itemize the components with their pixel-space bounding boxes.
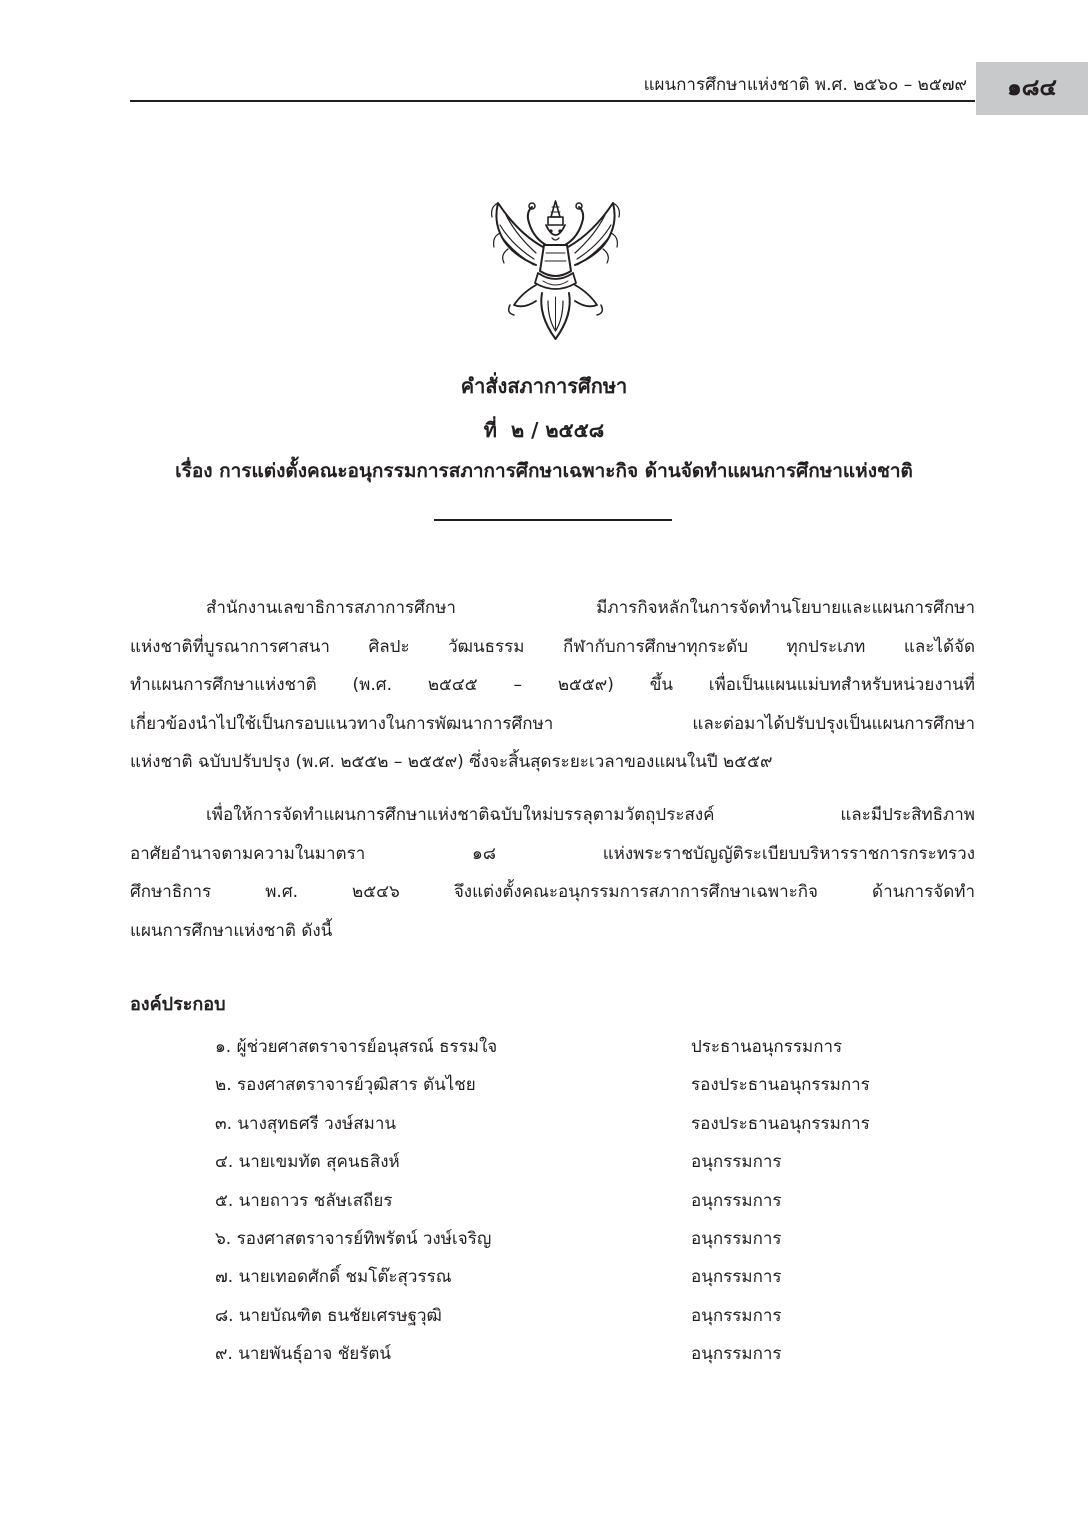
- member-role: รองประธานอนุกรรมการ: [691, 1113, 870, 1134]
- member-row: [215, 1105, 975, 1143]
- member-name: ๕. นายถาวร ชลัษเสถียร: [215, 1190, 393, 1211]
- member-role: รองประธานอนุกรรมการ: [691, 1075, 870, 1096]
- member-row: [215, 1258, 975, 1296]
- member-row: [215, 1143, 975, 1181]
- member-row: [215, 1335, 975, 1373]
- paragraph-line: สำนักงานเลขาธิการสภาการศึกษา มีภารกิจหลักในการจัดทำนโยบายและแผนการศึกษา: [206, 598, 975, 618]
- paragraph-line: แผนการศึกษาแห่งชาติ ดังนี้: [130, 920, 333, 941]
- member-role: อนุกรรมการ: [691, 1152, 782, 1173]
- member-row: [215, 1220, 975, 1258]
- order-title: คำสั่งสภาการศึกษา: [460, 374, 628, 398]
- member-name: ๓. นางสุทธศรี วงษ์สมาน: [215, 1113, 396, 1134]
- member-role: อนุกรรมการ: [691, 1267, 782, 1288]
- member-row: [215, 1297, 975, 1335]
- paragraph-line: เพื่อให้การจัดทำแผนการศึกษาแห่งชาติฉบับใหม่บรรลุตามวัตถุประสงค์ และมีประสิทธิภาพ: [206, 805, 975, 825]
- paragraph-line: ศึกษาธิการ พ.ศ. ๒๕๔๖ จึงแต่งตั้งคณะอนุกรรมการสภาการศึกษาเฉพาะกิจ ด้านการจัดทำ: [130, 882, 975, 902]
- member-name: ๗. นายเทอดศักดิ์ ชมโต๊ะสุวรรณ: [215, 1267, 452, 1288]
- running-header: [130, 0, 975, 102]
- member-role: อนุกรรมการ: [691, 1228, 782, 1249]
- order-number-value: ๒ / ๒๕๕๘: [510, 418, 605, 442]
- page-number-tab: [976, 62, 1088, 115]
- paragraph-line: แห่งชาติที่บูรณาการศาสนา ศิลปะ วัฒนธรรม กีฬากับการศึกษาทุกระดับ ทุกประเภท และได้จัด: [130, 636, 975, 657]
- composition-heading: องค์ประกอบ: [130, 994, 226, 1015]
- page-number: ๑๘๔: [1007, 75, 1057, 101]
- member-role: อนุกรรมการ: [691, 1190, 782, 1211]
- member-name: ๑. ผู้ช่วยศาสตราจารย์อนุสรณ์ ธรรมใจ: [215, 1037, 498, 1057]
- member-role: อนุกรรมการ: [691, 1344, 782, 1365]
- running-title: แผนการศึกษาแห่งชาติ พ.ศ. ๒๕๖๐ – ๒๕๗๙: [643, 75, 967, 95]
- member-row: [215, 1066, 975, 1104]
- member-list: [215, 1028, 975, 1374]
- paragraph-line: อาศัยอำนาจตามความในมาตรา ๑๘ แห่งพระราชบัญญัติระเบียบบริหารราชการกระทรวง: [130, 843, 975, 864]
- member-name: ๙. นายพันธุ์อาจ ชัยรัตน์: [215, 1344, 392, 1365]
- order-number-label: ที่: [483, 418, 497, 442]
- member-name: ๘. นายบัณฑิต ธนชัยเศรษฐวุฒิ: [215, 1305, 442, 1326]
- member-name: ๔. นายเขมทัต สุคนธสิงห์: [215, 1152, 400, 1173]
- member-role: ประธานอนุกรรมการ: [691, 1037, 843, 1057]
- garuda-emblem-icon: [488, 193, 623, 343]
- paragraph-line: แห่งชาติ ฉบับปรับปรุง (พ.ศ. ๒๕๕๒ – ๒๕๕๙) ซึ่งจะสิ้นสุดระยะเวลาของแผนในปี ๒๕๕๙: [130, 752, 773, 772]
- order-subject: เรื่อง การแต่งตั้งคณะอนุกรรมการสภาการศึกษาเฉพาะกิจ ด้านจัดทำแผนการศึกษาแห่งชาติ: [175, 460, 913, 482]
- member-role: อนุกรรมการ: [691, 1305, 782, 1326]
- member-row: [215, 1028, 975, 1066]
- title-divider: [434, 519, 672, 521]
- paragraph-2: [130, 796, 975, 950]
- paragraph-line: ทำแผนการศึกษาแห่งชาติ (พ.ศ. ๒๕๔๕ – ๒๕๕๙) ขึ้น เพื่อเป็นแผนแม่บทสำหรับหน่วยงานที่: [130, 675, 975, 695]
- member-row: [215, 1182, 975, 1220]
- member-name: ๒. รองศาสตราจารย์วุฒิสาร ตันไชย: [215, 1075, 476, 1096]
- order-number: [0, 416, 1088, 444]
- paragraph-1: [130, 589, 975, 782]
- member-name: ๖. รองศาสตราจารย์ทิพรัตน์ วงษ์เจริญ: [215, 1228, 492, 1249]
- paragraph-line: เกี่ยวข้องนำไปใช้เป็นกรอบแนวทางในการพัฒนาการศึกษา และต่อมาได้ปรับปรุงเป็นแผนการศึกษา: [130, 713, 975, 734]
